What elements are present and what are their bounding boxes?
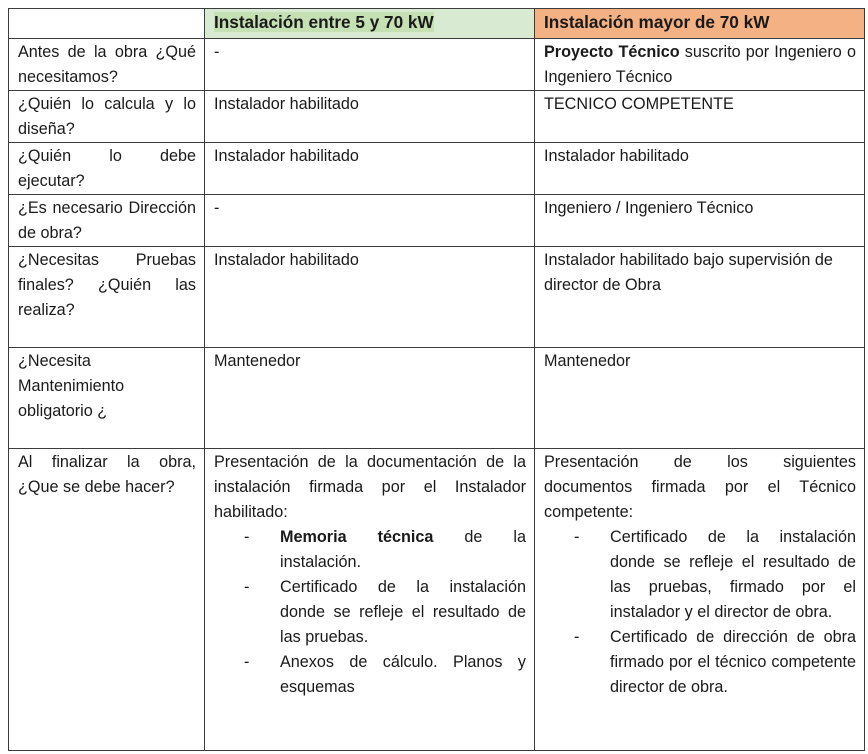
technical-project-rest: suscrito por Ingeniero o Ingeniero Técnico [544,43,856,86]
list-item [544,525,856,625]
table-row [9,449,865,751]
row-large-value [535,39,865,91]
header-large-installation: Instalación mayor de 70 kW [535,9,865,39]
small-intro: Presentación de la documentación de la instalación firmada por el Instalador habilitado: [214,453,526,521]
list-dash: - [574,628,580,646]
row-question-text: Al finalizar la obra, ¿Que se debe hacer? [18,453,196,496]
list-item-bold: Memoria técnica [280,528,434,546]
list-item-text: Anexos de cálculo. Planos y esquemas [280,653,526,696]
list-item-text: Certificado de dirección de obra firmado por el técnico competente director de obra. [610,628,856,696]
row-question [9,247,205,348]
technical-project-bold: Proyecto Técnico [544,43,680,61]
large-intro: Presentación de los siguientes documentos firmada por el Técnico competente: [544,453,856,521]
table-row [9,143,865,195]
row-small-value: Instalador habilitado [205,143,535,195]
row-large-text [544,40,856,90]
row-large-value: Instalador habilitado bajo supervisión de director de Obra [535,247,865,348]
row-question-text: ¿Necesitas Pruebas finales? ¿Quién las realiza? [18,251,196,319]
row-small-value: - [205,39,535,91]
list-item-text: Certificado de la instalación donde se refleje el resultado de las pruebas. [280,578,526,646]
header-small-installation [205,9,535,39]
row-question [9,449,205,751]
row-small-value: Mantenedor [205,348,535,449]
row-question-text: ¿Quién lo debe ejecutar? [18,147,196,190]
comparison-table [8,8,865,751]
small-document-list [214,525,526,700]
table-row [9,348,865,449]
table-row [9,247,865,348]
list-dash: - [244,653,250,671]
list-item-rest: de la instalación. [280,528,526,571]
row-question-text: ¿Es necesario Dirección de obra? [18,199,196,242]
list-item-text [280,525,526,575]
header-small-installation-label: Instalación entre 5 y 70 kW [214,12,434,32]
list-item [544,625,856,700]
table-row [9,195,865,247]
row-large-value [535,449,865,751]
header-empty-cell [9,9,205,39]
row-small-value: Instalador habilitado [205,91,535,143]
row-question: ¿Quién lo calcula y lo diseña? [9,91,205,143]
row-large-value: TECNICO COMPETENTE [535,91,865,143]
row-large-value: Mantenedor [535,348,865,449]
list-dash: - [244,578,250,596]
row-large-value: Ingeniero / Ingeniero Técnico [535,195,865,247]
list-item-text: Certificado de la instalación donde se refleje el resultado de las pruebas, firmado por el instalador y el director de obra. [610,528,856,621]
row-small-value [205,449,535,751]
table-row [9,91,865,143]
row-question: ¿Necesita Mantenimiento obligatorio ¿ [9,348,205,449]
row-question: Antes de la obra ¿Qué necesitamos? [9,39,205,91]
list-item [214,525,526,575]
header-row [9,9,865,39]
row-small-value: Instalador habilitado [205,247,535,348]
list-item [214,650,526,700]
list-dash: - [244,528,250,546]
row-small-value: - [205,195,535,247]
list-item [214,575,526,650]
table-row [9,39,865,91]
row-question [9,143,205,195]
list-dash: - [574,528,580,546]
row-large-value: Instalador habilitado [535,143,865,195]
row-question [9,195,205,247]
large-document-list [544,525,856,700]
